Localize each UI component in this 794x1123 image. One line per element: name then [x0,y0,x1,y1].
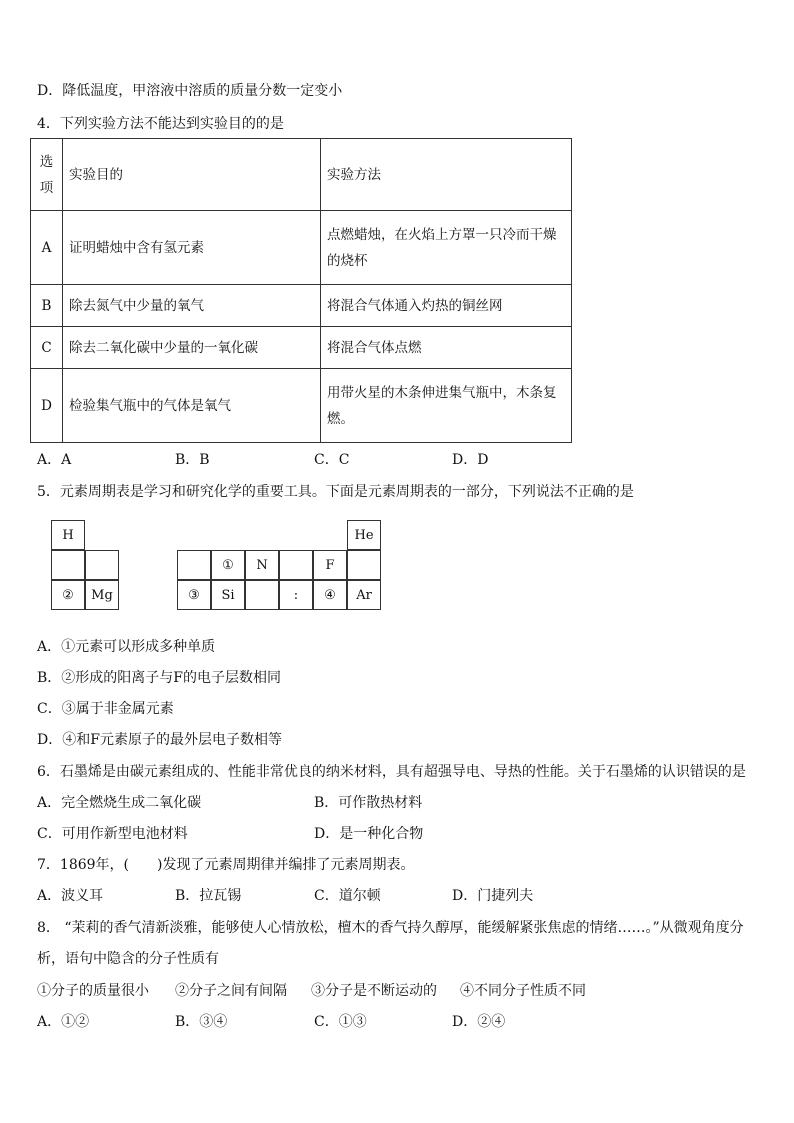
q7-option-d: D．门捷列夫 [452,888,534,904]
q8-stem-line2: 析，语句中隐含的分子性质有 [37,951,219,967]
q5-option-d: D．④和F元素原子的最外层电子数相等 [37,732,282,748]
q8-option-a: A．①② [37,1014,90,1030]
cell-ar: Ar [347,580,381,610]
cell-empty [51,550,85,580]
cell-empty [347,550,381,580]
cell-mg: Mg [85,580,119,610]
row-purpose: 检验集气瓶中的气体是氧气 [63,369,321,443]
cell-empty [85,550,119,580]
periodic-table-fragment [51,520,383,610]
cell-n: N [245,550,279,580]
q5-stem: 5．元素周期表是学习和研究化学的重要工具。下面是元素周期表的一部分，下列说法不正确的是 [37,484,634,500]
row-method: 将混合气体通入灼热的铜丝网 [321,285,572,327]
table-row [31,211,572,285]
cell-empty [245,580,279,610]
cell-empty [279,550,313,580]
row-method-line2: 的烧杯 [327,252,368,269]
cell-dot: : [279,580,313,610]
header-purpose: 实验目的 [63,139,321,211]
cell-empty [177,550,211,580]
row-purpose: 除去二氧化碳中少量的一氧化碳 [63,327,321,369]
cell-4: ④ [313,580,347,610]
q7-option-b: B．拉瓦锡 [175,888,242,904]
header-method: 实验方法 [321,139,572,211]
q7-option-a: A．波义耳 [37,888,104,904]
row-method-line1: 用带火星的木条伸进集气瓶中，木条复 [327,384,557,401]
q6-option-a: A．完全燃烧生成二氧化碳 [37,795,202,811]
row-key: D [31,369,63,443]
table-row [31,285,572,327]
row-key: C [31,327,63,369]
q8-property-2: ②分子之间有间隔 [175,983,287,999]
row-purpose: 除去氮气中少量的氧气 [63,285,321,327]
row-method-line2: 燃。 [327,410,354,427]
row-method: 将混合气体点燃 [321,327,572,369]
cell-1: ① [211,550,245,580]
q5-option-a: A．①元素可以形成多种单质 [37,639,216,655]
cell-h: H [51,520,85,550]
q6-stem: 6．石墨烯是由碳元素组成的、性能非常优良的纳米材料，具有超强导电、导热的性能。关于石墨烯的认识错误的是 [37,764,746,780]
header-option-line1: 选 [39,153,54,170]
q8-property-4: ④不同分子性质不同 [460,983,586,999]
row-method [321,369,572,443]
q3-option-d: D．降低温度，甲溶液中溶质的质量分数一定变小 [37,83,343,99]
cell-3: ③ [177,580,211,610]
cell-he: He [347,520,381,550]
cell-f: F [313,550,347,580]
row-key: B [31,285,63,327]
header-option [31,139,63,211]
q7-option-c: C．道尔顿 [314,888,381,904]
q4-option-a: A．A [37,452,72,468]
q4-option-b: B．B [175,452,210,468]
q4-table [30,138,572,443]
row-key: A [31,211,63,285]
q8-stem-line1: 8． “茉莉的香气清新淡雅，能够使人心情放松，檀木的香气持久醇厚，能缓解紧张焦虑的情绪……。”从微观角度分 [37,920,744,936]
header-option-line2: 项 [39,179,54,196]
q5-option-b: B．②形成的阳离子与F的电子层数相同 [37,670,282,686]
q8-option-c: C．①③ [314,1014,367,1030]
q8-property-3: ③分子是不断运动的 [311,983,437,999]
q5-option-c: C．③属于非金属元素 [37,701,174,717]
row-method-line1: 点燃蜡烛，在火焰上方罩一只冷而干燥 [327,226,557,243]
q8-option-d: D．②④ [452,1014,506,1030]
q4-option-d: D．D [452,452,489,468]
q7-stem: 7．1869年，( )发现了元素周期律并编排了元素周期表。 [37,857,415,873]
table-header-row [31,139,572,211]
q8-property-1: ①分子的质量很小 [37,983,149,999]
row-purpose: 证明蜡烛中含有氢元素 [63,211,321,285]
q6-option-c: C．可用作新型电池材料 [37,826,188,842]
q8-option-b: B．③④ [175,1014,228,1030]
table-row [31,369,572,443]
q4-option-c: C．C [314,452,350,468]
table-row [31,327,572,369]
cell-2: ② [51,580,85,610]
cell-si: Si [211,580,245,610]
q4-stem: 4．下列实验方法不能达到实验目的的是 [37,116,284,132]
q6-option-b: B．可作散热材料 [314,795,423,811]
row-method [321,211,572,285]
q6-option-d: D．是一种化合物 [314,826,424,842]
